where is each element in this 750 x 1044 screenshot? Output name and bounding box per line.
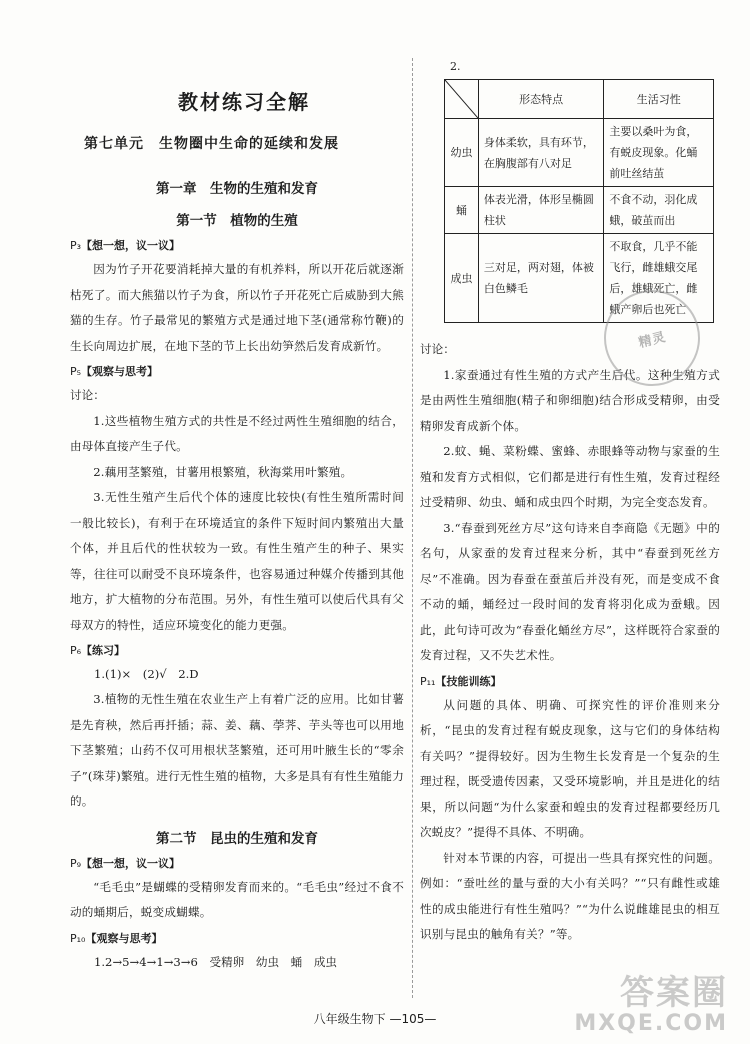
answer-paragraph: 3.植物的无性生殖在农业生产上有着广泛的应用。比如甘薯是先育秧，然后再扦插；蒜、姜、藕、荸荠、芋头等也可以用地下茎繁殖；山药不仅可用根状茎繁殖，还可用叶腋生长的“零余子”(珠芽)繁殖。进行无性生殖的植物，大多是具有有性生殖能力的。: [70, 692, 405, 808]
tag-label: 【练习】: [81, 644, 126, 657]
answer-paragraph: 针对本节课的内容，可提出一些具有探究性的问题。例如：“蚕吐丝的量与蚕的大小有关吗？”“只有雌性或雄性的成虫能进行有性生殖吗？”“为什么说雌雄昆虫的相互识别与昆虫的触角有关？”等。: [420, 850, 720, 941]
page-ref: P₁₁: [420, 674, 436, 688]
answer-paragraph: 2.蚊、蝇、菜粉蝶、蜜蜂、赤眼蜂等动物与家蚕的生殖和发育方式相似，它们都是进行有性生殖，发育过程经过受精卵、幼虫、蛹和成虫四个时期，为完全变态发育。: [420, 444, 720, 509]
exercise-tag: [70, 855, 404, 871]
tag-label: 【想一想，议一议】: [81, 856, 181, 870]
answer-paragraph: 1.这些植物生殖方式的共性是不经过两性生殖细胞的结合，由母体直接产生子代。: [70, 413, 404, 453]
answer-paragraph: 1.家蚕通过有性生殖的方式产生后代。这种生殖方式是由两性生殖细胞(精子和卵细胞)结合形成受精卵，由受精卵发育成新个体。: [420, 367, 720, 433]
form-cell: 体表光滑，体形呈椭圆柱状: [478, 187, 603, 234]
chapter-title: 第一章 生物的生殖和发育: [156, 181, 318, 197]
habit-cell: 不食不动，羽化成蛾，破茧而出: [604, 187, 714, 234]
discuss-label: 讨论：: [70, 388, 105, 402]
answer-paragraph: “毛毛虫”是蝴蝶的受精卵发育而来的。“毛毛虫”经过不食不动的蛹期后，蜕变成蝴蝶。: [70, 879, 404, 919]
exercise-tag: [70, 930, 404, 946]
page-footer: 八年级生物下 —105—: [313, 1012, 437, 1026]
table-header: 生活习性: [604, 80, 714, 119]
exercise-answers: 1.(1)× (2)√ 2.D: [94, 667, 199, 681]
answer-paragraph: 从问题的具体、明确、可探究性的评价准则来分析，“昆虫的发育过程有蜕皮现象，这与它们的身体结构有关吗？”提得较好。因为生物生长发育是一个复杂的生理过程，既受遗传因素，又受环境影响，并且是进化的结果，所以问题“为什么家蚕和蝗虫的发育过程都要经历几次蜕皮？”提得不具体、不明确。: [420, 697, 720, 839]
tag-label: 【观察与思考】: [81, 365, 159, 378]
silkworm-stage-table: [444, 79, 714, 323]
diagonal-header-cell: [445, 80, 479, 119]
answer-paragraph: 因为竹子开花要消耗掉大量的有机养料，所以开花后就逐渐枯死了。而大熊猫以竹子为食，所以竹子开花死亡后威胁到大熊猫的生存。竹子最常见的繁殖方式是通过地下茎(通常称竹鞭)的生长向周边扩展，在地下茎的节上长出幼笋然后发育成新竹。: [70, 262, 404, 353]
habit-cell: 不取食，几乎不能飞行，雌雄蛾交尾后，雄蛾死亡，雌蛾产卵后也死亡: [604, 234, 714, 323]
exercise-tag: [70, 642, 404, 658]
question-number: 2.: [450, 60, 461, 73]
exercise-tag: [420, 673, 720, 689]
right-column: [420, 60, 720, 948]
column-divider: [412, 58, 413, 998]
page-ref: P₉: [70, 856, 82, 870]
page-ref: P₃: [70, 239, 82, 252]
tag-label: 【技能训练】: [435, 674, 502, 688]
habit-cell: 主要以桑叶为食，有蜕皮现象。化蛹前吐丝结茧: [604, 119, 714, 187]
table-row: [445, 119, 714, 187]
discuss-label: 讨论：: [420, 342, 455, 356]
section-title-1: 第一节 植物的生殖: [176, 213, 298, 229]
answer-paragraph: 3.“春蚕到死丝方尽”这句诗来自李商隐《无题》中的名句，从家蚕的发育过程来分析，其中“春蚕到死丝方尽”不准确。因为春蚕在蚕茧后并没有死，而是变成不食不动的蛹，蛹经过一段时间的发育将羽化成为蚕蛾。因此，此句诗可改为“春蚕化蛹丝方尽”，这样既符合家蚕的发育过程，又不失艺术性。: [420, 520, 720, 662]
form-cell: 身体柔软，具有环节，在胸腹部有八对足: [478, 119, 603, 187]
stamp-watermark: 精灵: [594, 280, 710, 396]
section-title-2: 第二节 昆虫的生殖和发育: [156, 830, 318, 847]
page-ref: P₅: [70, 365, 82, 378]
stage-cell: 蛹: [445, 187, 479, 234]
watermark-url: MXQE.COM: [574, 1011, 728, 1036]
stage-cell: 成虫: [445, 234, 479, 323]
answer-paragraph: 3.无性生殖产生后代个体的速度比较快(有性生殖所需时间一般比较长)，有利于在环境适宜的条件下短时间内繁殖出大量个体，并且后代的性状较为一致。有性生殖产生的种子、果实等，往往可以耐受不良环境条件，也容易通过种媒介传播到其他地方，扩大植物的分布范围。另外，有性生殖可以使后代具有父母双方的特性，适应环境变化的能力更强。: [70, 490, 404, 632]
table-header: 形态特点: [478, 80, 603, 119]
diagonal-line: [445, 80, 478, 118]
discussion-block: [420, 337, 720, 669]
watermark-logo-text: 答案圈: [620, 973, 728, 1013]
exercise-tag: [70, 363, 404, 379]
stage-cell: 幼虫: [445, 119, 479, 187]
exercise-tag: [70, 237, 404, 253]
answer-paragraph: 2.藕用茎繁殖，甘薯用根繁殖，秋海棠用叶繁殖。: [93, 464, 353, 479]
tag-label: 【观察与思考】: [85, 931, 163, 945]
page-ref: P₆: [70, 644, 82, 657]
table-header-row: [445, 80, 714, 119]
sequence-answer: 1.2→5→4→1→3→6 受精卵 幼虫 蛹 成虫: [94, 954, 338, 969]
table-row: [445, 187, 714, 234]
form-cell: 三对足，两对翅，体被白色鳞毛: [478, 234, 603, 323]
page-title: 教材练习全解: [178, 90, 310, 114]
left-column: [70, 86, 404, 975]
unit-title: 第七单元 生物圈中生命的延续和发展: [84, 136, 339, 152]
site-watermark: [574, 974, 728, 1036]
tag-label: 【想一想，议一议】: [81, 239, 181, 252]
page-ref: P₁₀: [70, 931, 86, 945]
